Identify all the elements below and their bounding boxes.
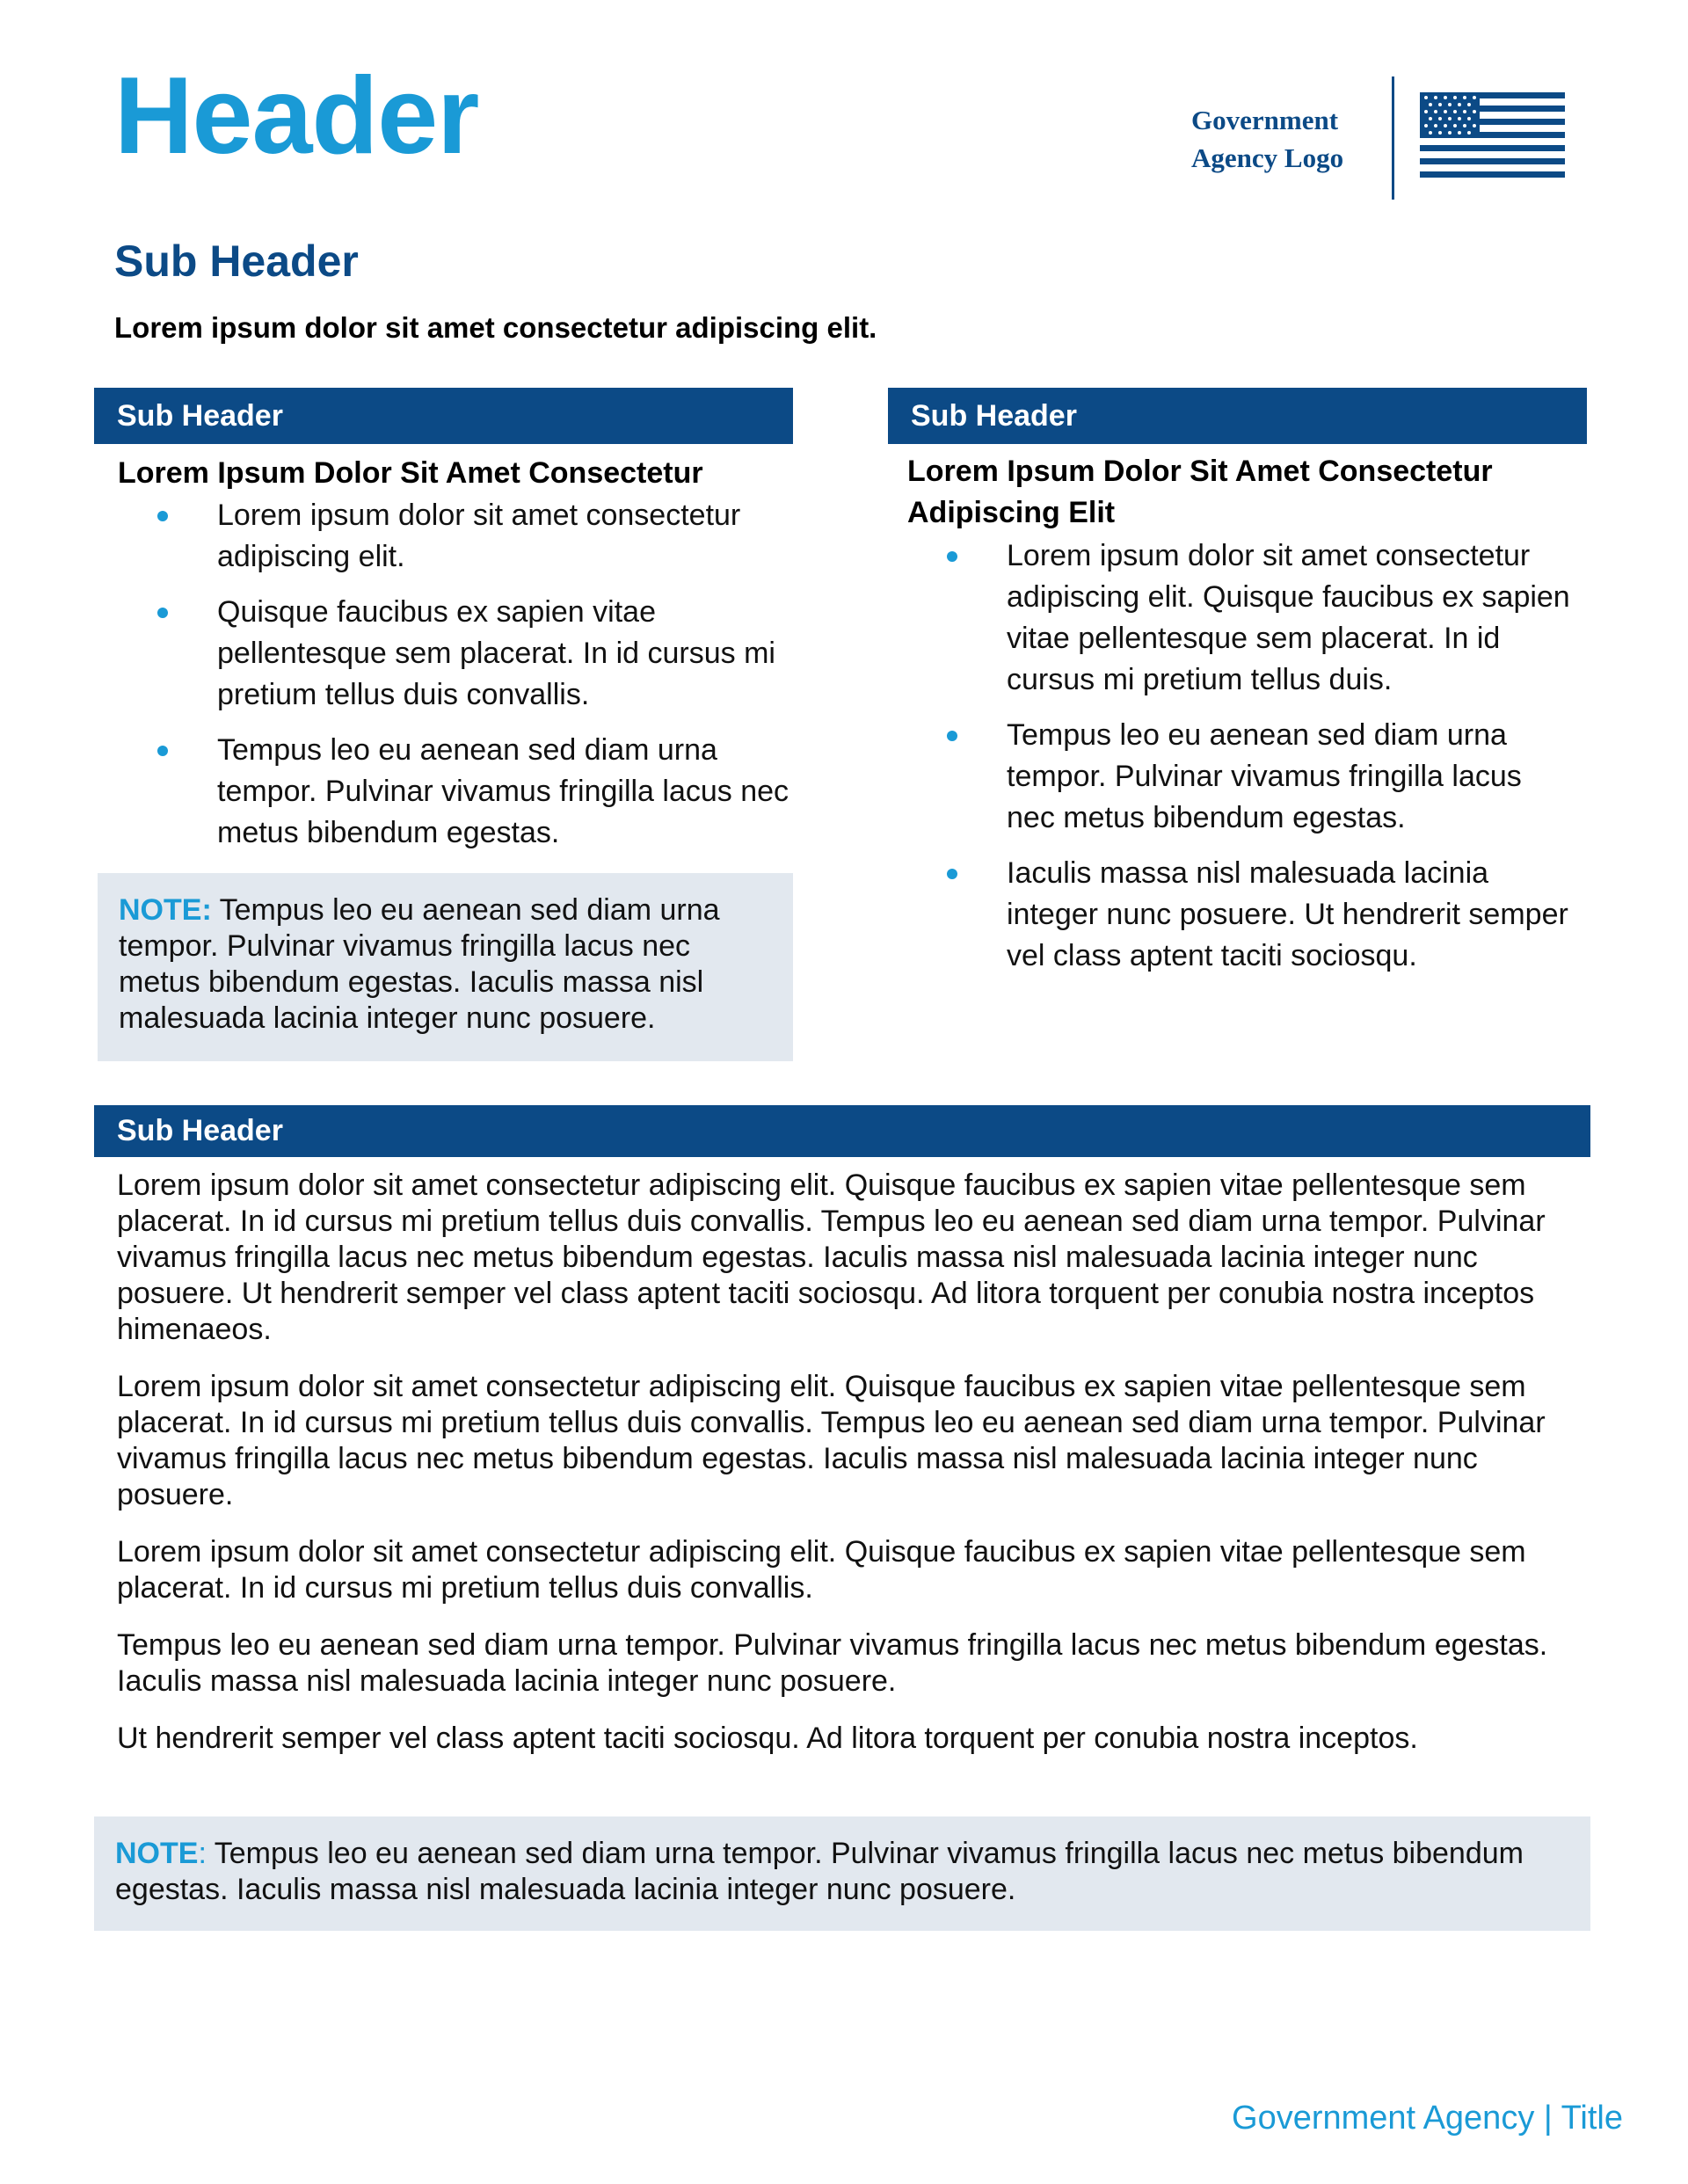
- logo-divider: [1392, 76, 1394, 200]
- bottom-note-box: [94, 1816, 1590, 1931]
- list-item: Quisque faucibus ex sapien vitae pellentesque sem placerat. In id cursus mi pretium tellus duis convallis.: [118, 592, 812, 716]
- lede-text: Lorem ipsum dolor sit amet consectetur adipiscing elit.: [114, 311, 877, 344]
- bullet-icon: [947, 551, 957, 562]
- list-item: Tempus leo eu aenean sed diam urna tempor. Pulvinar vivamus fringilla lacus nec metus bibendum egestas.: [118, 730, 812, 854]
- note-text: Tempus leo eu aenean sed diam urna tempor. Pulvinar vivamus fringilla lacus nec metus bibendum egestas. Iaculis massa nisl malesuada lacinia integer nunc posuere.: [119, 893, 720, 1035]
- logo-line-1: Government: [1191, 105, 1339, 135]
- paragraph: Lorem ipsum dolor sit amet consectetur adipiscing elit. Quisque faucibus ex sapien vitae pellentesque sem placerat. In id cursus mi pretium tellus duis convallis. Tempus leo eu aenean sed diam urna tempor. Pulvinar vivamus fringilla lacus nec metus bibendum egestas. Iaculis massa nisl malesuada lacinia integer nunc posuere. Ut hendrerit semper vel class aptent taciti sociosqu. Ad litora torquent per conubia nostra inceptos himenaeos.: [117, 1168, 1546, 1346]
- right-column-bullet-list: [907, 535, 1575, 991]
- note-label: NOTE: [115, 1837, 199, 1870]
- body-paragraphs: [117, 1168, 1576, 1778]
- paragraph: Lorem ipsum dolor sit amet consectetur adipiscing elit. Quisque faucibus ex sapien vitae pellentesque sem placerat. In id cursus mi pretium tellus duis convallis.: [117, 1535, 1526, 1605]
- footer-text: Government Agency | Title: [1232, 2100, 1623, 2137]
- bullet-icon: [157, 746, 168, 756]
- page-title: Header: [114, 55, 479, 177]
- list-item: Tempus leo eu aenean sed diam urna tempor. Pulvinar vivamus fringilla lacus nec metus bibendum egestas.: [907, 715, 1575, 839]
- bullet-icon: [947, 869, 957, 879]
- us-flag-icon: [1420, 92, 1565, 178]
- right-column-header-bar: Sub Header: [888, 388, 1587, 444]
- note-text: Tempus leo eu aenean sed diam urna tempor. Pulvinar vivamus fringilla lacus nec metus bibendum egestas. Iaculis massa nisl malesuada lacinia integer nunc posuere.: [115, 1837, 1524, 1906]
- section-sub-header: Sub Header: [114, 237, 359, 286]
- left-note-box: [98, 873, 793, 1061]
- list-item: Iaculis massa nisl malesuada lacinia integer nunc posuere. Ut hendrerit semper vel class aptent taciti sociosqu.: [907, 853, 1575, 977]
- bullet-icon: [947, 731, 957, 741]
- full-section-header-bar: Sub Header: [94, 1105, 1590, 1157]
- list-item: Lorem ipsum dolor sit amet consectetur adipiscing elit.: [118, 495, 812, 578]
- left-column-title: Lorem Ipsum Dolor Sit Amet Consectetur: [118, 456, 703, 490]
- paragraph: Lorem ipsum dolor sit amet consectetur adipiscing elit. Quisque faucibus ex sapien vitae pellentesque sem placerat. In id cursus mi pretium tellus duis convallis. Tempus leo eu aenean sed diam urna tempor. Pulvinar vivamus fringilla lacus nec metus bibendum egestas. Iaculis massa nisl malesuada lacinia integer nunc posuere.: [117, 1370, 1546, 1511]
- bullet-icon: [157, 608, 168, 618]
- agency-logo-text: [1191, 101, 1343, 177]
- logo-line-2: Agency Logo: [1191, 142, 1344, 173]
- left-column-bullet-list: [118, 495, 812, 868]
- note-colon: :: [198, 1837, 207, 1870]
- note-label: NOTE:: [119, 893, 212, 927]
- right-column-title: Lorem Ipsum Dolor Sit Amet Consectetur Adipiscing Elit: [907, 455, 1493, 529]
- left-column-header-bar: Sub Header: [94, 388, 793, 444]
- paragraph: Tempus leo eu aenean sed diam urna tempor. Pulvinar vivamus fringilla lacus nec metus bibendum egestas. Iaculis massa nisl malesuada lacinia integer nunc posuere.: [117, 1628, 1548, 1698]
- paragraph: Ut hendrerit semper vel class aptent taciti sociosqu. Ad litora torquent per conubia nostra inceptos.: [117, 1722, 1418, 1755]
- bullet-icon: [157, 511, 168, 521]
- list-item: Lorem ipsum dolor sit amet consectetur adipiscing elit. Quisque faucibus ex sapien vitae pellentesque sem placerat. In id cursus mi pretium tellus duis.: [907, 535, 1575, 701]
